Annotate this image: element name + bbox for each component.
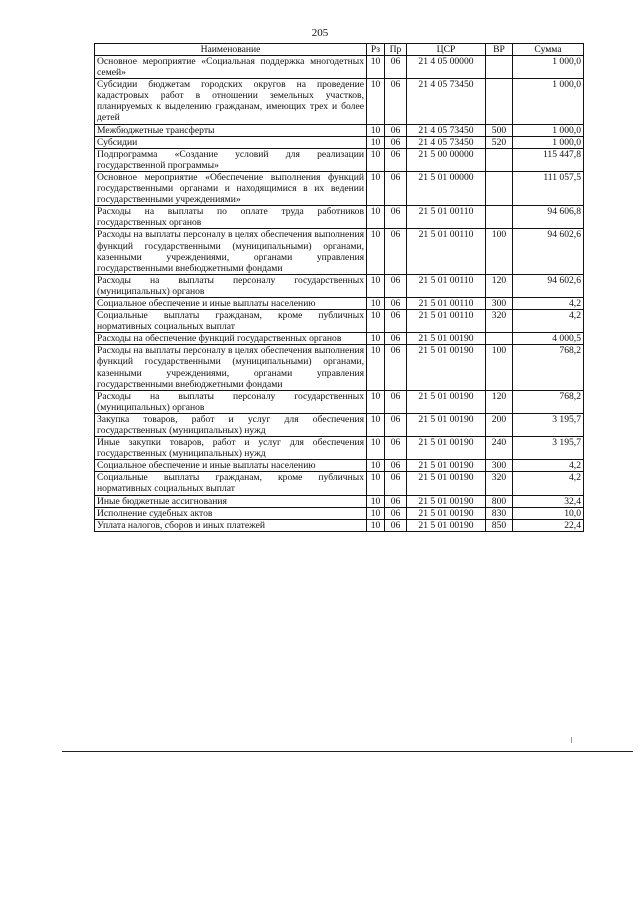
cell-name: Расходы на выплаты персоналу государственных (муниципальных) органов (95, 274, 367, 297)
cell-csr: 21 5 01 00110 (407, 206, 486, 229)
cell-vr: 320 (486, 472, 513, 495)
cell-sum: 4,2 (513, 472, 584, 495)
cell-sum: 32,4 (513, 495, 584, 507)
cell-pr: 06 (385, 124, 407, 136)
cell-pr: 06 (385, 460, 407, 472)
cell-rz: 10 (367, 171, 385, 205)
cell-vr: 320 (486, 310, 513, 333)
cell-pr: 06 (385, 495, 407, 507)
cell-rz: 10 (367, 274, 385, 297)
cell-rz: 10 (367, 136, 385, 148)
cell-pr: 06 (385, 79, 407, 124)
cell-rz: 10 (367, 297, 385, 309)
cell-name: Расходы на выплаты по оплате труда работников государственных органов (95, 206, 367, 229)
cell-vr: 800 (486, 495, 513, 507)
table-row (95, 206, 584, 229)
table-row (95, 229, 584, 274)
cell-vr (486, 56, 513, 79)
cell-name: Расходы на выплаты персоналу в целях обеспечения выполнения функций государственными (муниципальными) органами, казенными учреждениями, органами управления государственными внебюджетными фондами (95, 345, 367, 390)
table-row (95, 472, 584, 495)
cell-rz: 10 (367, 206, 385, 229)
cell-vr: 120 (486, 390, 513, 413)
table-body (95, 56, 584, 532)
cell-rz: 10 (367, 437, 385, 460)
cell-rz: 10 (367, 390, 385, 413)
cell-name: Социальные выплаты гражданам, кроме публичных нормативных социальных выплат (95, 310, 367, 333)
cell-csr: 21 5 01 00190 (407, 495, 486, 507)
table-row (95, 495, 584, 507)
cell-sum: 768,2 (513, 345, 584, 390)
cell-rz: 10 (367, 333, 385, 345)
table-row (95, 171, 584, 205)
cell-sum: 94 602,6 (513, 229, 584, 274)
cell-name: Расходы на выплаты персоналу в целях обеспечения выполнения функций государственными (муниципальными) органами, казенными учреждениями, органами управления государственными внебюджетными фондами (95, 229, 367, 274)
cell-vr: 200 (486, 413, 513, 436)
cell-vr (486, 206, 513, 229)
cell-vr: 830 (486, 507, 513, 519)
cell-csr: 21 4 05 73450 (407, 79, 486, 124)
table-row (95, 297, 584, 309)
cell-vr (486, 333, 513, 345)
cell-pr: 06 (385, 472, 407, 495)
cell-vr: 240 (486, 437, 513, 460)
page-number: 205 (311, 27, 329, 39)
cell-rz: 10 (367, 310, 385, 333)
cell-rz: 10 (367, 472, 385, 495)
cell-rz: 10 (367, 495, 385, 507)
cell-vr: 100 (486, 229, 513, 274)
table-row (95, 413, 584, 436)
cell-sum: 3 195,7 (513, 413, 584, 436)
header-name: Наименование (95, 44, 367, 56)
cell-csr: 21 5 01 00190 (407, 345, 486, 390)
cell-pr: 06 (385, 437, 407, 460)
header-pr: Пр (385, 44, 407, 56)
cell-sum: 22,4 (513, 519, 584, 531)
cell-sum: 10,0 (513, 507, 584, 519)
cell-name: Расходы на выплаты персоналу государственных (муниципальных) органов (95, 390, 367, 413)
cell-name: Субсидии (95, 136, 367, 148)
footer-divider (62, 751, 633, 752)
table-row (95, 136, 584, 148)
cell-sum: 1 000,0 (513, 136, 584, 148)
cell-sum: 4,2 (513, 310, 584, 333)
cell-pr: 06 (385, 507, 407, 519)
cell-vr: 500 (486, 124, 513, 136)
cell-csr: 21 5 01 00190 (407, 519, 486, 531)
cell-pr: 06 (385, 136, 407, 148)
cell-name: Иные бюджетные ассигнования (95, 495, 367, 507)
cell-csr: 21 5 01 00190 (407, 437, 486, 460)
table-row (95, 437, 584, 460)
header-csr: ЦСР (407, 44, 486, 56)
table-row (95, 79, 584, 124)
cell-name: Уплата налогов, сборов и иных платежей (95, 519, 367, 531)
table-row (95, 56, 584, 79)
cell-name: Основное мероприятие «Социальная поддержка многодетных семей» (95, 56, 367, 79)
cell-csr: 21 5 01 00110 (407, 297, 486, 309)
cell-sum: 111 057,5 (513, 171, 584, 205)
table-row (95, 345, 584, 390)
cell-pr: 06 (385, 206, 407, 229)
table-row (95, 124, 584, 136)
cell-name: Основное мероприятие «Обеспечение выполнения функций государственными органами и находящимися в их ведении государственными учреждениями» (95, 171, 367, 205)
cell-rz: 10 (367, 79, 385, 124)
cell-pr: 06 (385, 148, 407, 171)
cell-pr: 06 (385, 333, 407, 345)
cell-name: Социальное обеспечение и иные выплаты населению (95, 297, 367, 309)
scan-mark (571, 737, 572, 743)
cell-sum: 1 000,0 (513, 124, 584, 136)
cell-pr: 06 (385, 297, 407, 309)
cell-vr (486, 79, 513, 124)
cell-vr (486, 171, 513, 205)
cell-csr: 21 5 01 00190 (407, 413, 486, 436)
table-row (95, 460, 584, 472)
cell-name: Социальные выплаты гражданам, кроме публичных нормативных социальных выплат (95, 472, 367, 495)
table-row (95, 333, 584, 345)
cell-name: Расходы на обеспечение функций государственных органов (95, 333, 367, 345)
cell-vr: 850 (486, 519, 513, 531)
budget-table (94, 43, 584, 532)
cell-rz: 10 (367, 507, 385, 519)
cell-pr: 06 (385, 274, 407, 297)
cell-vr (486, 148, 513, 171)
cell-name: Исполнение судебных актов (95, 507, 367, 519)
header-rz: Рз (367, 44, 385, 56)
cell-pr: 06 (385, 310, 407, 333)
cell-name: Закупка товаров, работ и услуг для обеспечения государственных (муниципальных) нужд (95, 413, 367, 436)
table-row (95, 390, 584, 413)
table-row (95, 148, 584, 171)
cell-csr: 21 5 01 00110 (407, 310, 486, 333)
cell-csr: 21 5 01 00000 (407, 171, 486, 205)
cell-csr: 21 4 05 73450 (407, 136, 486, 148)
cell-sum: 94 602,6 (513, 274, 584, 297)
cell-rz: 10 (367, 413, 385, 436)
table-row (95, 274, 584, 297)
cell-sum: 1 000,0 (513, 79, 584, 124)
cell-sum: 4,2 (513, 297, 584, 309)
cell-pr: 06 (385, 413, 407, 436)
cell-pr: 06 (385, 519, 407, 531)
cell-vr: 300 (486, 297, 513, 309)
cell-name: Межбюджетные трансферты (95, 124, 367, 136)
cell-vr: 520 (486, 136, 513, 148)
cell-vr: 300 (486, 460, 513, 472)
cell-pr: 06 (385, 345, 407, 390)
cell-name: Иные закупки товаров, работ и услуг для обеспечения государственных (муниципальных) нужд (95, 437, 367, 460)
cell-sum: 4,2 (513, 460, 584, 472)
table-header-row (95, 44, 584, 56)
table-row (95, 310, 584, 333)
cell-csr: 21 5 01 00190 (407, 472, 486, 495)
cell-rz: 10 (367, 56, 385, 79)
header-sum: Сумма (513, 44, 584, 56)
cell-pr: 06 (385, 171, 407, 205)
cell-csr: 21 4 05 73450 (407, 124, 486, 136)
cell-csr: 21 5 01 00110 (407, 274, 486, 297)
cell-sum: 3 195,7 (513, 437, 584, 460)
cell-csr: 21 5 00 00000 (407, 148, 486, 171)
cell-name: Подпрограмма «Создание условий для реализации государственной программы» (95, 148, 367, 171)
cell-pr: 06 (385, 229, 407, 274)
cell-rz: 10 (367, 519, 385, 531)
cell-rz: 10 (367, 124, 385, 136)
table-row (95, 507, 584, 519)
cell-vr: 100 (486, 345, 513, 390)
header-vr: ВР (486, 44, 513, 56)
cell-rz: 10 (367, 345, 385, 390)
cell-sum: 94 606,8 (513, 206, 584, 229)
cell-rz: 10 (367, 148, 385, 171)
cell-sum: 115 447,8 (513, 148, 584, 171)
cell-csr: 21 5 01 00110 (407, 229, 486, 274)
cell-csr: 21 5 01 00190 (407, 390, 486, 413)
cell-sum: 1 000,0 (513, 56, 584, 79)
table-row (95, 519, 584, 531)
cell-rz: 10 (367, 229, 385, 274)
cell-pr: 06 (385, 56, 407, 79)
cell-sum: 4 000,5 (513, 333, 584, 345)
cell-name: Субсидии бюджетам городских округов на проведение кадастровых работ в отношении земельных участков, планируемых к выделению гражданам, имеющих трех и более детей (95, 79, 367, 124)
cell-csr: 21 5 01 00190 (407, 507, 486, 519)
cell-csr: 21 4 05 00000 (407, 56, 486, 79)
cell-rz: 10 (367, 460, 385, 472)
cell-name: Социальное обеспечение и иные выплаты населению (95, 460, 367, 472)
cell-pr: 06 (385, 390, 407, 413)
cell-csr: 21 5 01 00190 (407, 460, 486, 472)
cell-vr: 120 (486, 274, 513, 297)
cell-csr: 21 5 01 00190 (407, 333, 486, 345)
cell-sum: 768,2 (513, 390, 584, 413)
